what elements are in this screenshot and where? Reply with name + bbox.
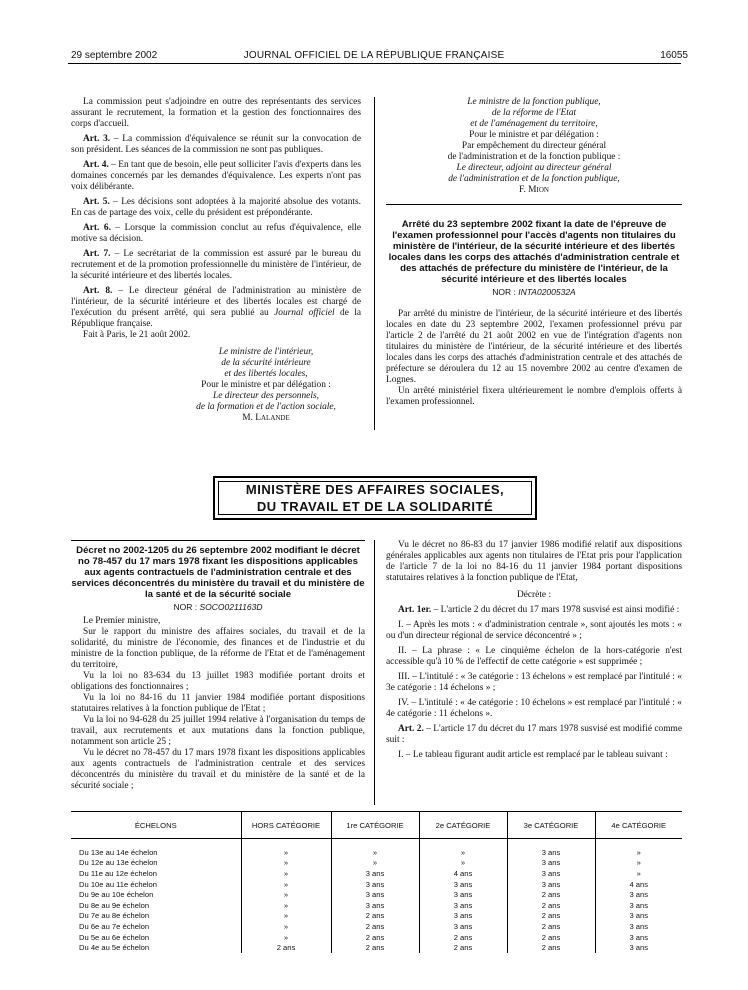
duration-cell: »: [419, 858, 507, 869]
table-row: [71, 839, 682, 858]
col-header-categorie-1: 1re CATÉGORIE: [331, 812, 419, 839]
signature-line: Le directeur des personnels,: [213, 391, 319, 401]
signature-block: [171, 347, 361, 424]
duration-cell: »: [241, 868, 331, 879]
col-header-echelons: ÉCHELONS: [71, 812, 241, 839]
signature-line: et des libertés locales,: [224, 369, 308, 379]
duration-cell: 2 ans: [507, 911, 595, 922]
article-5: [71, 197, 361, 219]
col-header-categorie-4: 4e CATÉGORIE: [595, 812, 682, 839]
signatory-name: F. Mion: [519, 185, 549, 195]
duration-cell: »: [241, 879, 331, 890]
duration-cell: 3 ans: [419, 889, 507, 900]
article-text: de la République française.: [71, 308, 361, 329]
header-rule: [68, 63, 681, 64]
article-label: Art. 2.: [398, 724, 424, 734]
article-text: – La commission d'équivalence se réunit sur la convocation de son président. Les séances de la commission ne sont pas publiques.: [71, 134, 361, 155]
section-separator: [386, 204, 682, 205]
duration-cell: »: [241, 858, 331, 869]
signature-line: Pour le ministre et par délégation :: [201, 380, 331, 390]
duration-cell: 3 ans: [629, 911, 649, 921]
duration-cell: 3 ans: [331, 868, 419, 879]
duration-cell: »: [241, 921, 331, 932]
bottom-left-column: [71, 540, 365, 792]
table-row: [71, 942, 682, 953]
echelon-label: Du 9e au 10e échelon: [71, 889, 241, 900]
duration-cell: 3 ans: [629, 943, 649, 953]
duration-cell: »: [241, 911, 331, 922]
paragraph: La commission peut s'adjoindre en outre des représentants des services assurant le recrutement, la formation et la gestion des fonctionnaires des corps d'accueil.: [71, 97, 361, 129]
duration-cell: 3 ans: [331, 879, 419, 890]
article-text: – L'article 2 du décret du 17 mars 1978 susvisé est ainsi modifié :: [431, 605, 680, 615]
table-row: [71, 858, 682, 869]
paragraph: Un arrêté ministériel fixera ultérieurement le nombre d'emplois offerts à l'examen professionnel.: [386, 386, 682, 407]
ministry-line: MINISTÈRE DES AFFAIRES SOCIALES,: [245, 482, 505, 497]
paragraph: Par arrêté du ministre de l'intérieur, de la sécurité intérieure et des libertés locales en date du 23 septembre 2002, l'examen professionnel prévu par l'article 2 de l'arrêté du 21 août 2002 en vue de l'intégration d'agents non titulaires du ministère de l'intérieur, de la sécurité intérieure et des libertés locales dans les corps des attachés d'administration centrale et des attachés de préfecture se déroulera du 12 au 15 novembre 2002 au centre d'examen de Lognes.: [386, 309, 682, 385]
duration-cell: »: [419, 839, 507, 858]
paragraph: Vu la loi no 84-16 du 11 janvier 1984 modifiée portant dispositions statutaires relatives à la fonction publique de l'Etat ;: [71, 693, 365, 714]
top-right-column: [386, 97, 682, 408]
signature-line: de l'administration et de la fonction publique :: [447, 152, 621, 162]
article-7: [71, 249, 361, 282]
duration-cell: 2 ans: [419, 942, 507, 953]
duration-cell: 2 ans: [331, 921, 419, 932]
signature-line: Par empêchement du directeur général: [461, 141, 607, 151]
duration-cell: 3 ans: [629, 932, 649, 942]
table-row: [71, 932, 682, 943]
echelon-label: Du 6e au 7e échelon: [71, 921, 241, 932]
nor-label: NOR :: [492, 287, 519, 297]
duration-cell: 3 ans: [629, 921, 649, 931]
paragraph: II. – La phrase : « Le cinquième échelon de la hors-catégorie n'est accessible qu'à 10 % de l'effectif de cette catégorie » est supprimée ;: [386, 646, 682, 667]
article-text: – L'article 17 du décret du 17 mars 1978 susvisé est modifié comme suit :: [386, 724, 682, 745]
article-2: [386, 724, 682, 746]
signature-line: Le ministre de l'intérieur,: [218, 347, 314, 357]
table-row: [71, 900, 682, 911]
duration-cell: 3 ans: [419, 921, 507, 932]
paragraph: Vu la loi no 94-628 du 25 juillet 1994 relative à l'organisation du temps de travail, aux recrutements et aux mutations dans la fonction publique, notamment son article 25 ;: [71, 715, 365, 747]
nor-value: SOCO0211163D: [199, 602, 263, 612]
duration-cell: 3 ans: [629, 890, 649, 900]
nor-value: INTA0200532A: [518, 287, 576, 297]
signature-line: et de l'aménagement du territoire,: [470, 119, 598, 129]
article-label: Art. 1er.: [398, 605, 432, 615]
article-label: Art. 5.: [83, 197, 110, 207]
duration-cell: 3 ans: [419, 900, 507, 911]
decret-title: Décret no 2002-1205 du 26 septembre 2002 modifiant le décret no 78-457 du 17 mars 1978 fixant les dispositions applicables aux agents contractuels de l'administration centrale et des services déconcentrés du ministère du travail et du ministère de la santé et de la sécurité sociale: [71, 545, 365, 600]
paragraph: Vu le décret no 86-83 du 17 janvier 1986 modifié relatif aux dispositions générales applicables aux agents non titulaires de l'Etat pris pour l'application de l'article 7 de la loi no 84-16 du 11 janvier 1984 portant dispositions statutaires relatives à la fonction publique de l'Etat,: [386, 540, 682, 583]
echelon-label: Du 8e au 9e échelon: [71, 900, 241, 911]
duration-cell: »: [636, 868, 641, 878]
duration-cell: »: [241, 839, 331, 858]
duration-cell: »: [241, 889, 331, 900]
signature-line: de la sécurité intérieure: [221, 358, 311, 368]
signature-block: [386, 97, 682, 196]
bottom-right-column: [386, 540, 682, 761]
echelons-table: [71, 811, 682, 953]
table-row: [71, 879, 682, 890]
article-text: – Lorsque la commission conclut au refus d'équivalence, elle motive sa décision.: [71, 223, 361, 244]
duration-cell: 2 ans: [507, 900, 595, 911]
col-header-categorie-3: 3e CATÉGORIE: [507, 812, 595, 839]
duration-cell: »: [636, 847, 641, 857]
duration-cell: 3 ans: [331, 900, 419, 911]
arrete-title: Arrêté du 23 septembre 2002 fixant la date de l'épreuve de l'examen professionnel pour l'accès d'agents non titulaires du ministère de l'intérieur, de la sécurité intérieure et des libertés locales dans les corps des attachés d'administration centrale et des attachés de préfecture du ministère de l'intérieur, de la sécurité intérieure et des libertés locales: [388, 219, 680, 285]
article-text: – Le directeur général de l'administration au ministère de l'intérieur, de la sécurité intérieure et des libertés locales est chargé de l'exécution du présent arrêté, qui sera publié au: [71, 286, 361, 318]
signature-line: de la formation et de l'action sociale,: [196, 402, 336, 412]
article-4: [71, 160, 361, 193]
article-text: – En tant que de besoin, elle peut solliciter l'avis d'experts dans les domaines concernés par les demandes d'équivalence. Les experts n'ont pas voix délibérante.: [71, 160, 361, 192]
article-text: – Les décisions sont adoptées à la majorité absolue des votants. En cas de partage des voix, celle du président est prépondérante.: [71, 197, 362, 218]
article-8: [71, 286, 361, 330]
duration-cell: 2 ans: [331, 942, 419, 953]
nor-reference: [386, 287, 682, 297]
article-label: Art. 8.: [83, 286, 113, 296]
top-left-column: [71, 97, 361, 424]
section-separator: [71, 540, 365, 541]
duration-cell: 3 ans: [507, 839, 595, 858]
paragraph: I. – Après les mots : « d'administration centrale », sont ajoutés les mots : « ou d'un directeur régional de service déconcentré » ;: [386, 620, 682, 641]
echelon-label: Du 12e au 13e échelon: [71, 858, 241, 869]
table-row: [71, 868, 682, 879]
echelon-label: Du 11e au 12e échelon: [71, 868, 241, 879]
echelon-label: Du 10e au 11e échelon: [71, 879, 241, 890]
article-label: Art. 4.: [83, 160, 109, 170]
journal-title: JOURNAL OFFICIEL DE LA RÉPUBLIQUE FRANÇAISE: [243, 50, 505, 61]
duration-cell: 2 ans: [241, 942, 331, 953]
duration-cell: »: [241, 900, 331, 911]
duration-cell: 2 ans: [507, 921, 595, 932]
article-6: [71, 223, 361, 245]
article-1: [386, 605, 682, 616]
article-3: [71, 134, 361, 156]
duration-cell: 3 ans: [629, 900, 649, 910]
duration-cell: 2 ans: [507, 889, 595, 900]
duration-cell: 3 ans: [507, 858, 595, 869]
article-label: Art. 7.: [83, 249, 111, 259]
decrete: Décrète :: [516, 590, 552, 600]
ministry-heading: [213, 476, 537, 520]
signature-line: de la réforme de l'Etat: [491, 108, 577, 118]
column-rule: [374, 97, 375, 430]
paragraph: IV. – L'intitulé : « 4e catégorie : 10 échelons » est remplacé par l'intitulé : « 4e catégorie : 11 échelons ».: [386, 698, 682, 719]
signature-line: Le ministre de la fonction publique,: [467, 97, 601, 107]
header-date: 29 septembre 2002: [71, 50, 158, 61]
paragraph: Vu la loi no 83-634 du 13 juillet 1983 modifiée portant droits et obligations des fonctionnaires ;: [71, 671, 365, 692]
article-text: – Le secrétariat de la commission est assuré par le bureau du recrutement et de la promotion professionnelle du ministère de l'intérieur, de la sécurité intérieure et des libertés locales.: [71, 249, 361, 281]
echelon-label: Du 4e au 5e échelon: [71, 942, 241, 953]
paragraph: III. – L'intitulé : « 3e catégorie : 13 échelons » est remplacé par l'intitulé : « 3e catégorie : 14 échelons » ;: [386, 672, 682, 693]
duration-cell: 4 ans: [629, 879, 649, 889]
duration-cell: 2 ans: [507, 942, 595, 953]
duration-cell: 3 ans: [419, 911, 507, 922]
duration-cell: 3 ans: [419, 879, 507, 890]
duration-cell: 3 ans: [507, 879, 595, 890]
article-label: Art. 6.: [83, 223, 111, 233]
paragraph: Vu le décret no 78-457 du 17 mars 1978 fixant les dispositions applicables aux agents contractuels de l'administration centrale et des services déconcentrés du ministère du travail et du ministère de la santé et de la sécurité sociale ;: [71, 748, 365, 791]
signature-line: Le directeur, adjoint au directeur général: [456, 163, 612, 173]
paragraph: Sur le rapport du ministre des affaires sociales, du travail et de la solidarité, du ministre de l'économie, des finances et de l'industrie et du ministre de la fonction publique, de la réforme de l'Etat et de l'aménagement du territoire,: [71, 627, 365, 670]
page-number: 16055: [660, 50, 688, 61]
echelon-label: Du 7e au 8e échelon: [71, 911, 241, 922]
signature-line: de l'administration et de la fonction publique,: [448, 174, 620, 184]
paragraph: I. – Le tableau figurant audit article est remplacé par le tableau suivant :: [398, 750, 668, 760]
article-label: Art. 3.: [83, 134, 111, 144]
duration-cell: 3 ans: [331, 889, 419, 900]
echelon-label: Du 5e au 6e échelon: [71, 932, 241, 943]
nor-reference: [71, 602, 365, 612]
duration-cell: »: [331, 839, 419, 858]
ministry-heading-inner: [218, 481, 532, 515]
duration-cell: 2 ans: [419, 932, 507, 943]
ministry-line: DU TRAVAIL ET DE LA SOLIDARITÉ: [256, 499, 494, 514]
duration-cell: »: [331, 858, 419, 869]
signatory-name: M. Lalande: [242, 413, 290, 423]
col-header-categorie-2: 2e CATÉGORIE: [419, 812, 507, 839]
echelon-label: Du 13e au 14e échelon: [71, 839, 241, 858]
column-rule: [374, 540, 375, 805]
duration-cell: 2 ans: [331, 932, 419, 943]
table-row: [71, 911, 682, 922]
nor-label: NOR :: [173, 602, 200, 612]
col-header-hors-categorie: HORS CATÉGORIE: [241, 812, 331, 839]
duration-cell: »: [241, 932, 331, 943]
signature-line: Pour le ministre et par délégation :: [469, 130, 599, 140]
table-row: [71, 921, 682, 932]
table-row: [71, 889, 682, 900]
duration-cell: 2 ans: [331, 911, 419, 922]
duration-cell: 2 ans: [507, 932, 595, 943]
table-header-row: [71, 812, 682, 839]
fait-a-paris: Fait à Paris, le 21 août 2002.: [83, 330, 191, 340]
paragraph: Le Premier ministre,: [83, 616, 161, 626]
journal-officiel-ref: Journal officiel: [274, 308, 335, 318]
duration-cell: 4 ans: [419, 868, 507, 879]
duration-cell: »: [636, 858, 641, 868]
duration-cell: 3 ans: [507, 868, 595, 879]
